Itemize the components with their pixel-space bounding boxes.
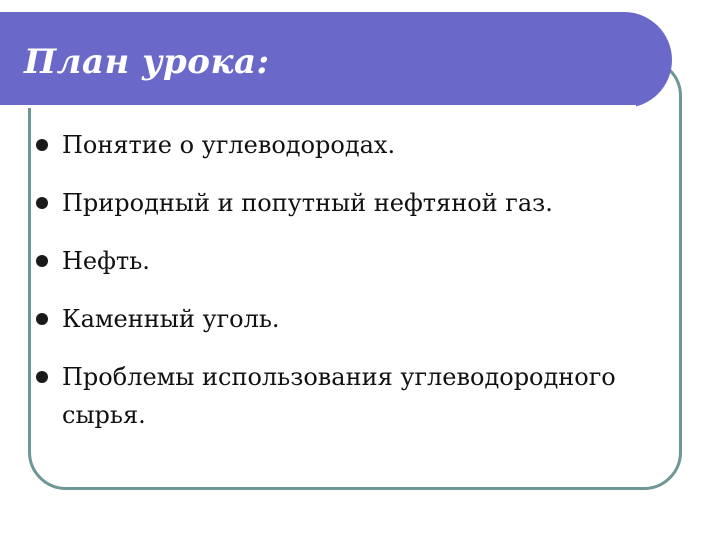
title-bar bbox=[0, 12, 672, 108]
bullet-text: Понятие о углеводородах. bbox=[62, 131, 396, 159]
bullet-dot-icon bbox=[36, 371, 48, 383]
bullet-item bbox=[36, 358, 676, 434]
bullet-dot-icon bbox=[36, 313, 48, 325]
bullet-item bbox=[36, 300, 676, 338]
bullet-text: Нефть. bbox=[62, 247, 150, 275]
title-underline bbox=[0, 105, 636, 108]
slide-title: План урока: bbox=[24, 42, 270, 82]
bullet-dot-icon bbox=[36, 139, 48, 151]
bullet-dot-icon bbox=[36, 197, 48, 209]
bullet-text: Проблемы использования углеводородного сырья. bbox=[62, 363, 616, 429]
bullet-item bbox=[36, 242, 676, 280]
bullet-item bbox=[36, 126, 676, 164]
bullet-list bbox=[36, 126, 676, 454]
bullet-dot-icon bbox=[36, 255, 48, 267]
bullet-text: Каменный уголь. bbox=[62, 305, 280, 333]
bullet-item bbox=[36, 184, 676, 222]
bullet-text: Природный и попутный нефтяной газ. bbox=[62, 189, 553, 217]
